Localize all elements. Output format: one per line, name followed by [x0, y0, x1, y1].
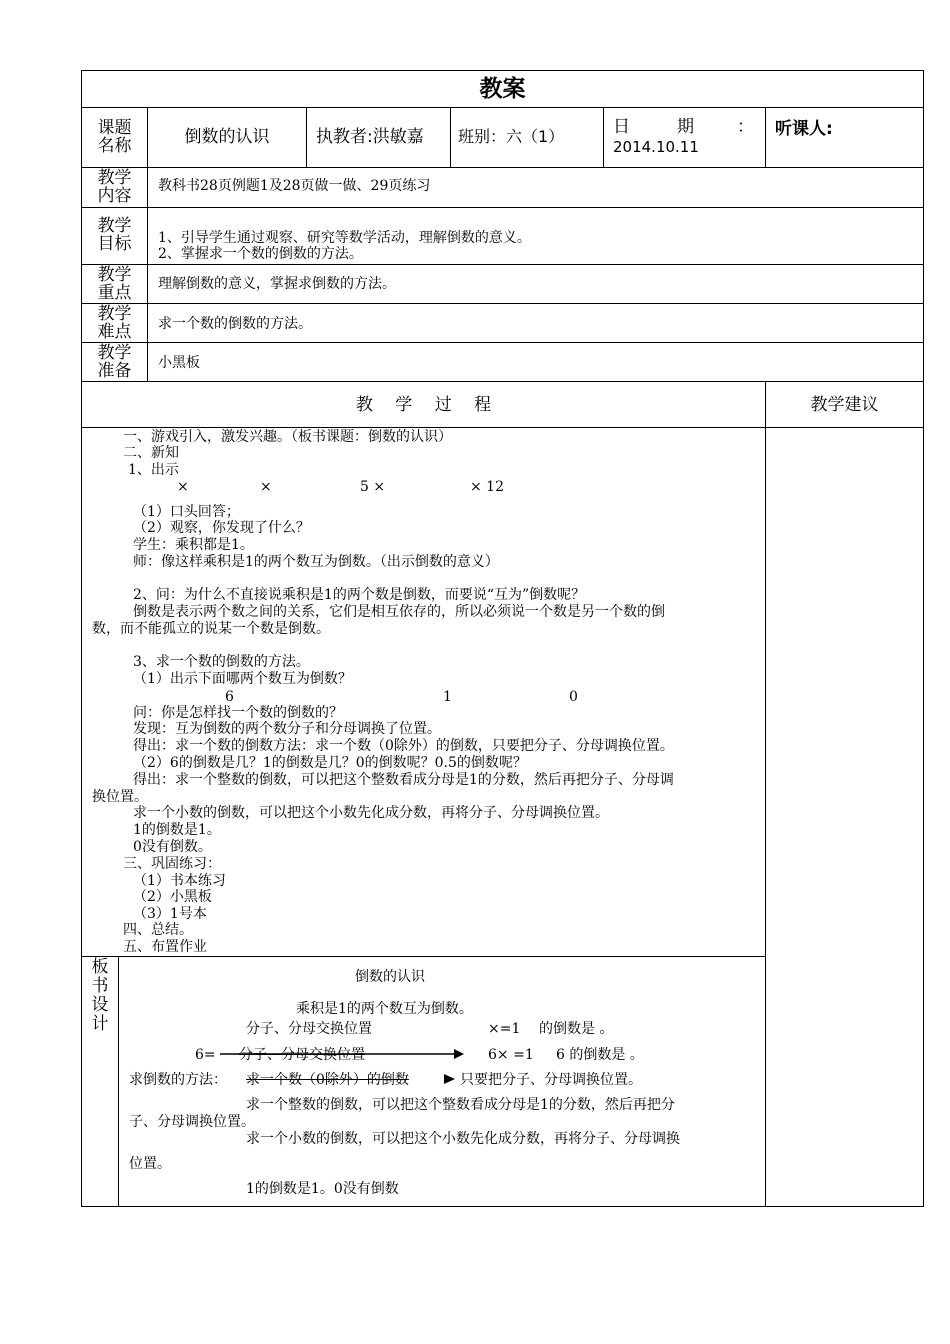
- keypoint-label: 教学 重点: [97, 265, 132, 303]
- process-line: 师：像这样乘积是1的两个数互为倒数。（出示倒数的意义）: [133, 554, 499, 570]
- row-divider: [81, 107, 924, 108]
- row-divider: [81, 167, 924, 168]
- row-divider: [81, 207, 924, 208]
- board-line: 分子、分母交换位置: [239, 1047, 365, 1063]
- board-line: 分子、分母交换位置: [246, 1021, 372, 1037]
- board-title: 倒数的认识: [355, 969, 425, 985]
- row-divider: [81, 303, 924, 304]
- date-label-2: 期: [677, 117, 694, 137]
- date-label-3: ：: [737, 117, 754, 137]
- preparation-label: 教学 准备: [97, 343, 132, 381]
- topic-value: 倒数的认识: [184, 127, 270, 147]
- date-value: 2014.10.11: [613, 138, 699, 156]
- difficulty-text: 求一个数的倒数的方法。: [158, 316, 312, 332]
- process-line: 换位置。: [92, 789, 148, 805]
- process-line: （1）口头回答；: [133, 504, 240, 520]
- process-line: 0没有倒数。: [133, 839, 212, 855]
- process-line: ×: [260, 479, 272, 495]
- arrow-icon: [218, 1046, 468, 1062]
- board-line: 求倒数的方法：: [129, 1072, 227, 1088]
- board-line: 6× =1: [488, 1047, 534, 1063]
- process-line: × 12: [470, 479, 504, 495]
- process-line: 1: [443, 689, 452, 705]
- board-line: 子、分母调换位置。: [129, 1114, 255, 1130]
- keypoint-text: 理解倒数的意义，掌握求倒数的方法。: [158, 276, 396, 292]
- process-line: 一、游戏引入，激发兴趣。（板书课题：倒数的认识）: [123, 429, 452, 445]
- process-line: 发现：互为倒数的两个数分子和分母调换了位置。: [133, 721, 441, 737]
- process-line: （1）书本练习: [133, 873, 226, 889]
- row-divider: [81, 342, 924, 343]
- row-divider: [81, 956, 765, 957]
- table-border-right: [923, 70, 924, 1207]
- content-text: 教科书28页例题1及28页做一做、29页练习: [158, 178, 431, 194]
- process-line: 0: [569, 689, 578, 705]
- process-line: 6: [225, 689, 234, 705]
- arrow-icon: [440, 1071, 460, 1087]
- col-divider: [765, 107, 766, 167]
- col-divider: [450, 107, 451, 167]
- content-label: 教学 内容: [97, 168, 132, 206]
- date-label-1: 日: [613, 117, 630, 137]
- process-line: 得出：求一个整数的倒数，可以把这个整数看成分母是1的分数，然后再把分子、分母调: [133, 772, 674, 788]
- process-line: ×: [177, 479, 189, 495]
- board-line: 求一个数（0除外）的倒数: [246, 1072, 409, 1088]
- process-line: 问：你是怎样找一个数的倒数的？: [133, 705, 343, 721]
- table-border-top: [81, 70, 924, 71]
- class-value: 班别：六（1）: [458, 127, 565, 146]
- col-divider: [306, 107, 307, 167]
- process-line: 1的倒数是1。: [133, 822, 221, 838]
- process-line: 1、出示: [128, 462, 179, 478]
- topic-label: 课题 名称: [97, 118, 132, 156]
- board-line: 的倒数是 。: [539, 1021, 614, 1037]
- col-divider: [603, 107, 604, 167]
- preparation-text: 小黑板: [158, 355, 200, 371]
- board-line: 6=: [195, 1047, 216, 1063]
- board-line: 只要把分子、分母调换位置。: [460, 1072, 642, 1088]
- suggest-header: 教学建议: [810, 395, 879, 415]
- col-divider: [118, 956, 119, 1207]
- process-line: （1）出示下面哪两个数互为倒数？: [133, 671, 352, 687]
- process-line: 五、布置作业: [123, 939, 207, 955]
- table-border-bottom: [81, 1206, 924, 1207]
- listener-label: 听课人:: [775, 119, 833, 139]
- row-divider: [81, 427, 924, 428]
- board-label: 板 书 设 计: [91, 957, 109, 1034]
- process-line: 倒数是表示两个数之间的关系，它们是相互依存的，所以必须说一个数是另一个数的倒: [133, 604, 665, 620]
- row-divider: [81, 264, 924, 265]
- objective-label: 教学 目标: [97, 216, 132, 254]
- objective-text-2: 2、掌握求一个数的倒数的方法。: [158, 246, 363, 262]
- process-line: （2）观察，你发现了什么？: [133, 520, 310, 536]
- board-line: 乘积是1的两个数互为倒数。: [296, 1001, 473, 1017]
- difficulty-label: 教学 难点: [97, 304, 132, 342]
- teacher-value: 执教者:洪敏嘉: [316, 127, 424, 147]
- page-title: 教案: [479, 76, 526, 102]
- process-line: 数，而不能孤立的说某一个数是倒数。: [92, 621, 330, 637]
- process-line: 2、问：为什么不直接说乘积是1的两个数是倒数，而要说“互为”倒数呢？: [133, 587, 586, 603]
- process-line: 三、巩固练习：: [123, 856, 221, 872]
- process-header: 教 学 过 程: [355, 395, 492, 415]
- process-line: （2）6的倒数是几？1的倒数是几？0的倒数呢？0.5的倒数呢？: [133, 755, 527, 771]
- board-line: 6 的倒数是 。: [556, 1047, 644, 1063]
- process-line: （3）1号本: [133, 906, 207, 922]
- process-line: 求一个小数的倒数，可以把这个小数先化成分数，再将分子、分母调换位置。: [133, 805, 609, 821]
- board-line: 位置。: [129, 1156, 171, 1172]
- board-line: 求一个整数的倒数，可以把这个整数看成分母是1的分数，然后再把分: [246, 1097, 675, 1113]
- process-line: 3、求一个数的倒数的方法。: [133, 654, 310, 670]
- objective-text-1: 1、引导学生通过观察、研究等数学活动，理解倒数的意义。: [158, 230, 531, 246]
- board-line: 求一个小数的倒数，可以把这个小数先化成分数，再将分子、分母调换: [246, 1131, 680, 1147]
- process-line: 二、新知: [123, 445, 179, 461]
- row-divider: [81, 381, 924, 382]
- board-line: ×=1: [488, 1021, 521, 1037]
- process-line: 四、总结。: [123, 922, 193, 938]
- process-line: （2）小黑板: [133, 889, 212, 905]
- col-divider: [147, 107, 148, 381]
- col-divider: [765, 381, 766, 1207]
- process-line: 得出：求一个数的倒数方法：求一个数（0除外）的倒数，只要把分子、分母调换位置。: [133, 738, 674, 754]
- board-line: 1的倒数是1。0没有倒数: [246, 1181, 399, 1197]
- process-line: 学生：乘积都是1。: [133, 537, 254, 553]
- process-line: 5 ×: [360, 479, 386, 495]
